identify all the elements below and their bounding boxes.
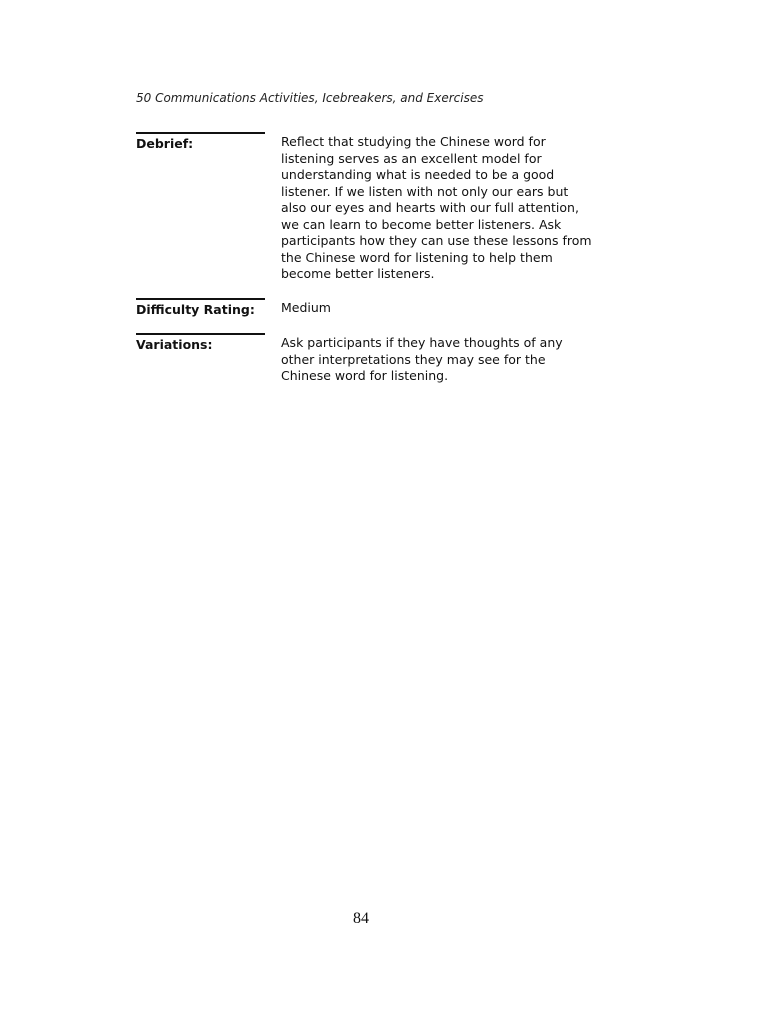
difficulty-text <box>281 300 601 317</box>
variations-text <box>281 335 601 385</box>
debrief-line: also our eyes and hearts with our full attention, <box>281 200 579 215</box>
variations-line: Chinese word for listening. <box>281 368 449 383</box>
debrief-line: understanding what is needed to be a good <box>281 167 555 182</box>
debrief-line: we can learn to become better listeners. Ask <box>281 216 562 232</box>
debrief-line: Reflect that studying the Chinese word for <box>281 134 546 149</box>
debrief-line: participants how they can use these lessons from <box>281 233 592 248</box>
difficulty-value: Medium <box>281 300 331 315</box>
debrief-label: Debrief: <box>136 132 265 153</box>
debrief-text <box>281 134 601 283</box>
page-number: 84 <box>353 910 369 927</box>
variations-line: Ask participants if they have thoughts of any <box>281 335 563 350</box>
running-header: 50 Communications Activities, Icebreakers, and Exercises <box>136 91 484 105</box>
debrief-line: listening serves as an excellent model for <box>281 150 542 166</box>
debrief-line: become better listeners. <box>281 266 435 281</box>
difficulty-label: Difficulty Rating: <box>136 298 265 319</box>
variations-line: other interpretations they may see for the <box>281 351 546 367</box>
debrief-line: listener. If we listen with not only our ears but <box>281 183 569 199</box>
variations-label: Variations: <box>136 333 265 354</box>
debrief-line: the Chinese word for listening to help them <box>281 249 553 265</box>
